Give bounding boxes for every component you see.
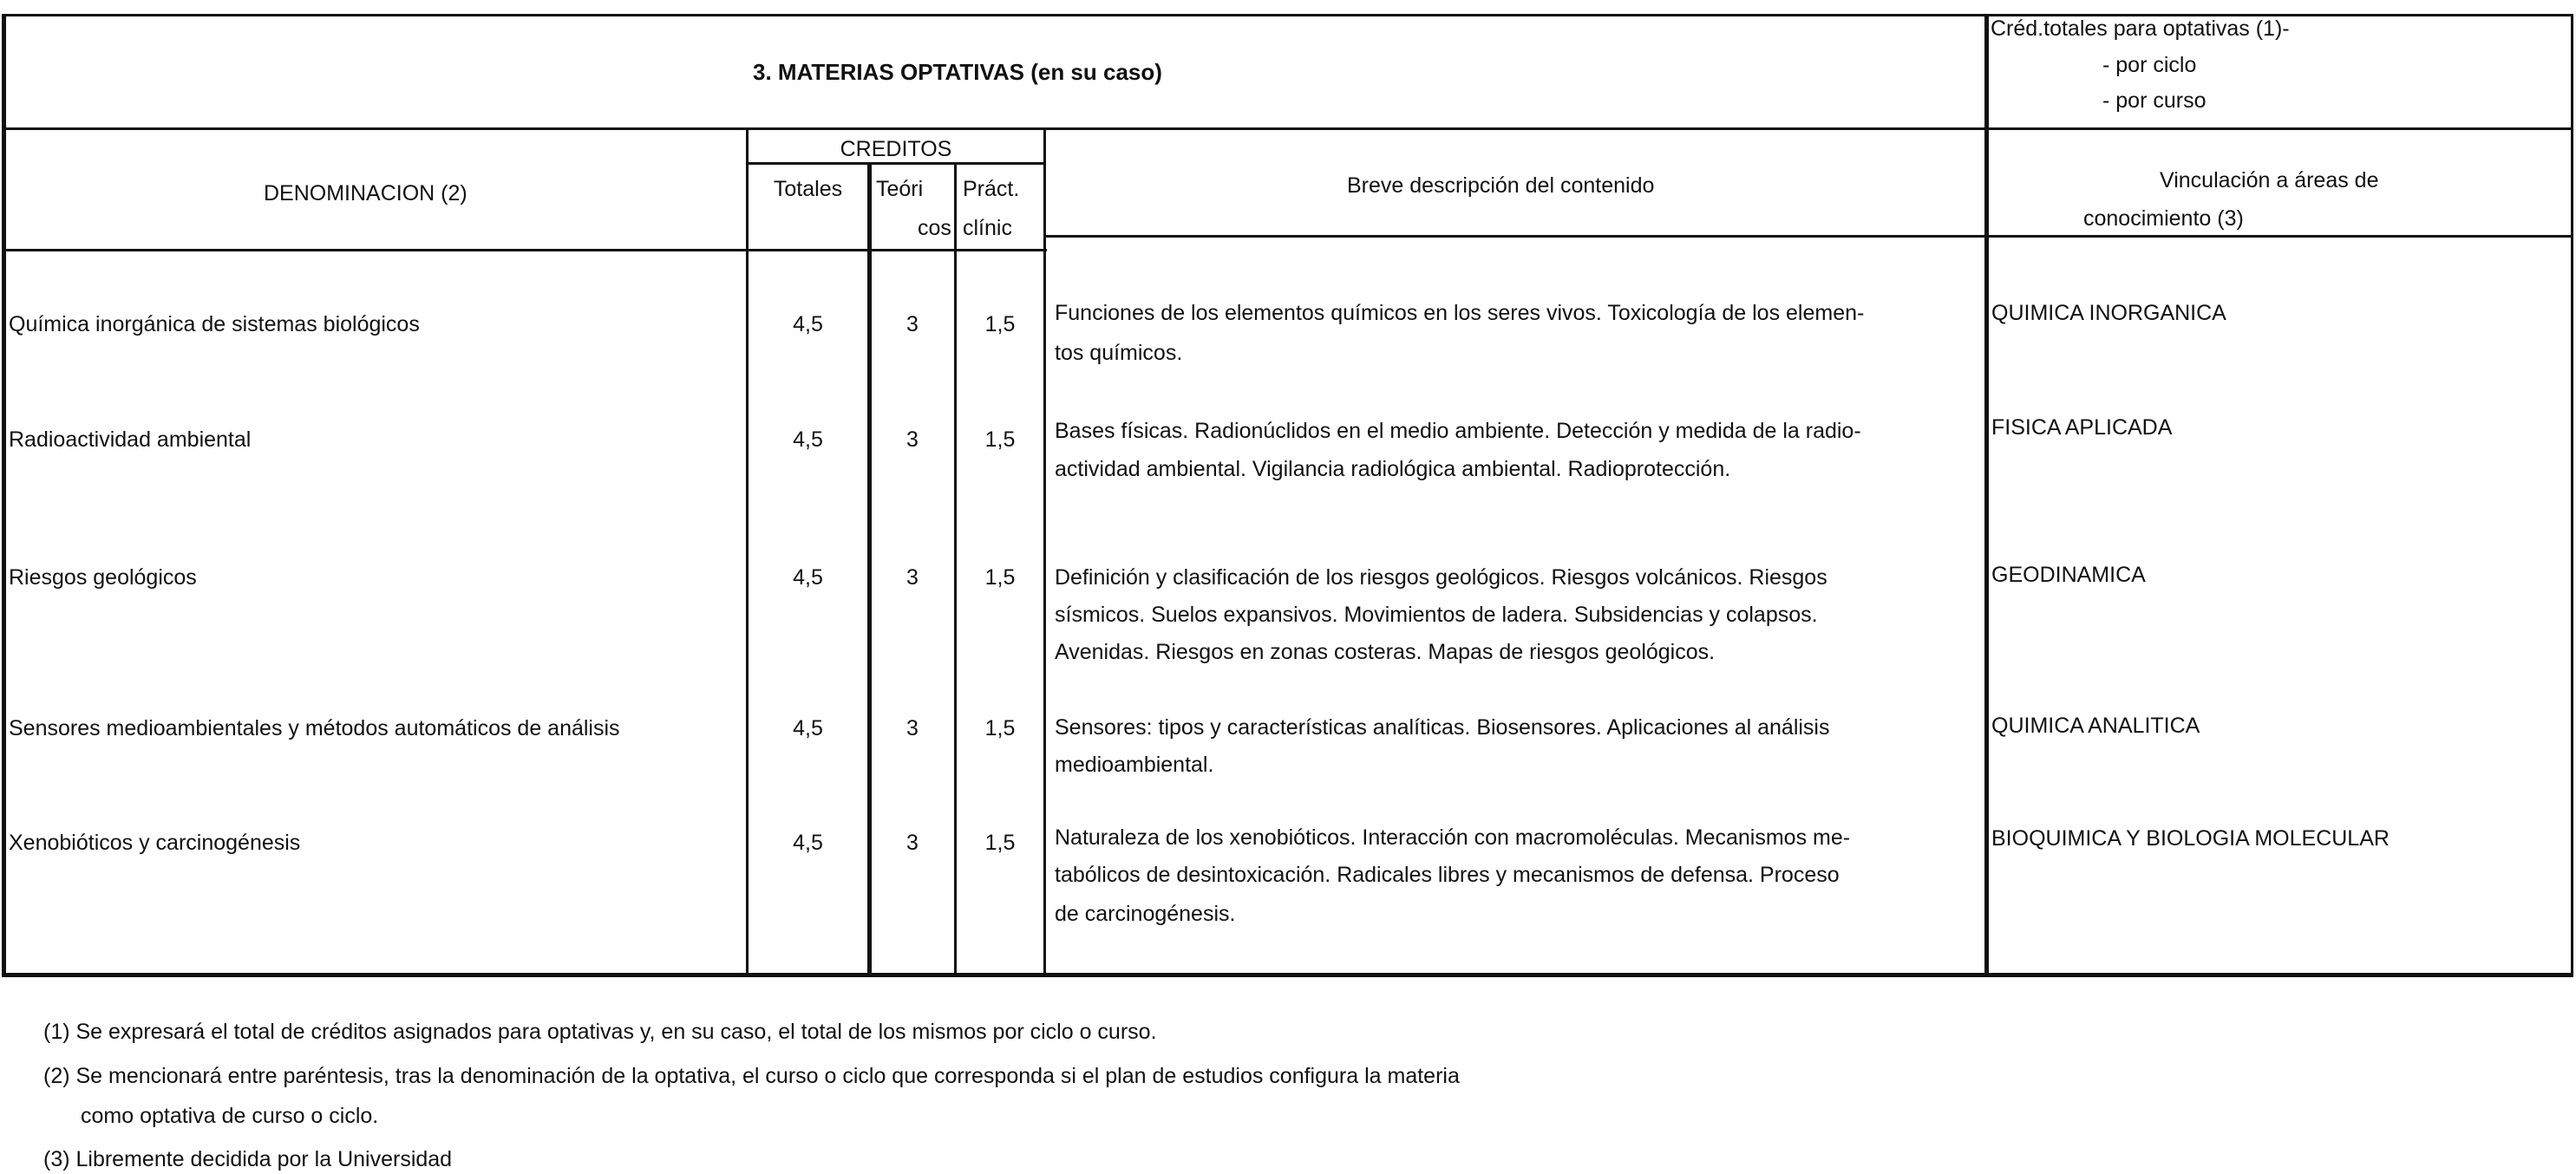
row-area: QUIMICA INORGANICA — [1991, 301, 2226, 325]
row-description-line: Funciones de los elementos químicos en los seres vivos. Toxicología de los elemen- — [1055, 301, 1865, 325]
row-denominacion: Radioactividad ambiental — [9, 427, 252, 452]
row-description-line: tos químicos. — [1055, 341, 1183, 365]
row-description-line: Bases físicas. Radionúclidos en el medio ambiente. Detección y medida de la radio- — [1055, 419, 1861, 443]
col-header-practicos-1: Práct. — [963, 177, 1020, 201]
row-area: BIOQUIMICA Y BIOLOGIA MOLECULAR — [1991, 826, 2390, 851]
row-description-line: sísmicos. Suelos expansivos. Movimientos de ladera. Subsidencias y colapsos. — [1055, 603, 1818, 627]
row-teoricos: 3 — [906, 565, 919, 590]
col-header-practicos-2: clínic — [963, 216, 1012, 240]
section-title: 3. MATERIAS OPTATIVAS (en su caso) — [753, 59, 1162, 85]
col-header-denominacion: DENOMINACION (2) — [264, 181, 467, 205]
row-practicos: 1,5 — [984, 716, 1016, 740]
row-teoricos: 3 — [906, 716, 919, 740]
row-totales: 4,5 — [793, 312, 823, 336]
row-denominacion: Xenobióticos y carcinogénesis — [9, 831, 301, 855]
row-teoricos: 3 — [906, 831, 919, 855]
row-description-line: Definición y clasificación de los riesgos geológicos. Riesgos volcánicos. Riesgos — [1055, 565, 1827, 590]
row-description-line: tabólicos de desintoxicación. Radicales libres y mecanismos de defensa. Proceso — [1055, 863, 1840, 887]
row-area: FISICA APLICADA — [1991, 415, 2173, 440]
row-totales: 4,5 — [793, 716, 823, 740]
row-teoricos: 3 — [906, 427, 919, 452]
col-header-creditos: CREDITOS — [840, 137, 952, 161]
col-header-teoricos-1: Teóri — [876, 177, 924, 201]
footnote-2: (2) Se mencionará entre paréntesis, tras la denominación de la optativa, el curso o ciclo que corresponda si el plan de estudios configura la materia — [43, 1064, 1460, 1088]
row-denominacion: Riesgos geológicos — [9, 565, 197, 590]
por-ciclo-label: - por ciclo — [2102, 53, 2197, 77]
row-teoricos: 3 — [906, 312, 919, 336]
row-description-line: Avenidas. Riesgos en zonas costeras. Mapas de riesgos geológicos. — [1055, 640, 1716, 664]
row-description-line: actividad ambiental. Vigilancia radiológica ambiental. Radioprotección. — [1055, 457, 1731, 481]
col-header-vinculacion-1: Vinculación a áreas de — [2160, 168, 2379, 192]
row-area: GEODINAMICA — [1991, 563, 2146, 587]
row-denominacion: Química inorgánica de sistemas biológicos — [9, 312, 420, 336]
col-header-totales: Totales — [773, 177, 843, 201]
row-area: QUIMICA ANALITICA — [1991, 714, 2200, 738]
footnote-1: (1) Se expresará el total de créditos asignados para optativas y, en su caso, el total de los mismos por ciclo o curso. — [43, 1020, 1157, 1044]
row-description-line: Naturaleza de los xenobióticos. Interacción con macromoléculas. Mecanismos me- — [1055, 825, 1851, 850]
col-header-vinculacion-2: conocimiento (3) — [2083, 206, 2244, 231]
row-totales: 4,5 — [793, 831, 823, 855]
row-practicos: 1,5 — [984, 427, 1016, 452]
col-header-descripcion: Breve descripción del contenido — [1347, 173, 1655, 198]
row-totales: 4,5 — [793, 427, 823, 452]
row-practicos: 1,5 — [984, 831, 1016, 855]
footnote-2-continued: como optativa de curso o ciclo. — [81, 1104, 379, 1128]
cred-totales-label: Créd.totales para optativas (1)- — [1991, 16, 2290, 41]
row-practicos: 1,5 — [984, 565, 1016, 590]
row-description-line: medioambiental. — [1055, 753, 1214, 777]
row-description-line: de carcinogénesis. — [1055, 902, 1236, 926]
row-totales: 4,5 — [793, 565, 823, 590]
row-description-line: Sensores: tipos y características analíticas. Biosensores. Aplicaciones al análisis — [1055, 715, 1830, 740]
col-header-teoricos-2: cos — [918, 216, 951, 240]
footnote-3: (3) Libremente decidida por la Universidad — [43, 1147, 453, 1171]
row-practicos: 1,5 — [984, 312, 1016, 336]
row-denominacion: Sensores medioambientales y métodos automáticos de análisis — [9, 716, 620, 740]
por-curso-label: - por curso — [2102, 88, 2207, 113]
